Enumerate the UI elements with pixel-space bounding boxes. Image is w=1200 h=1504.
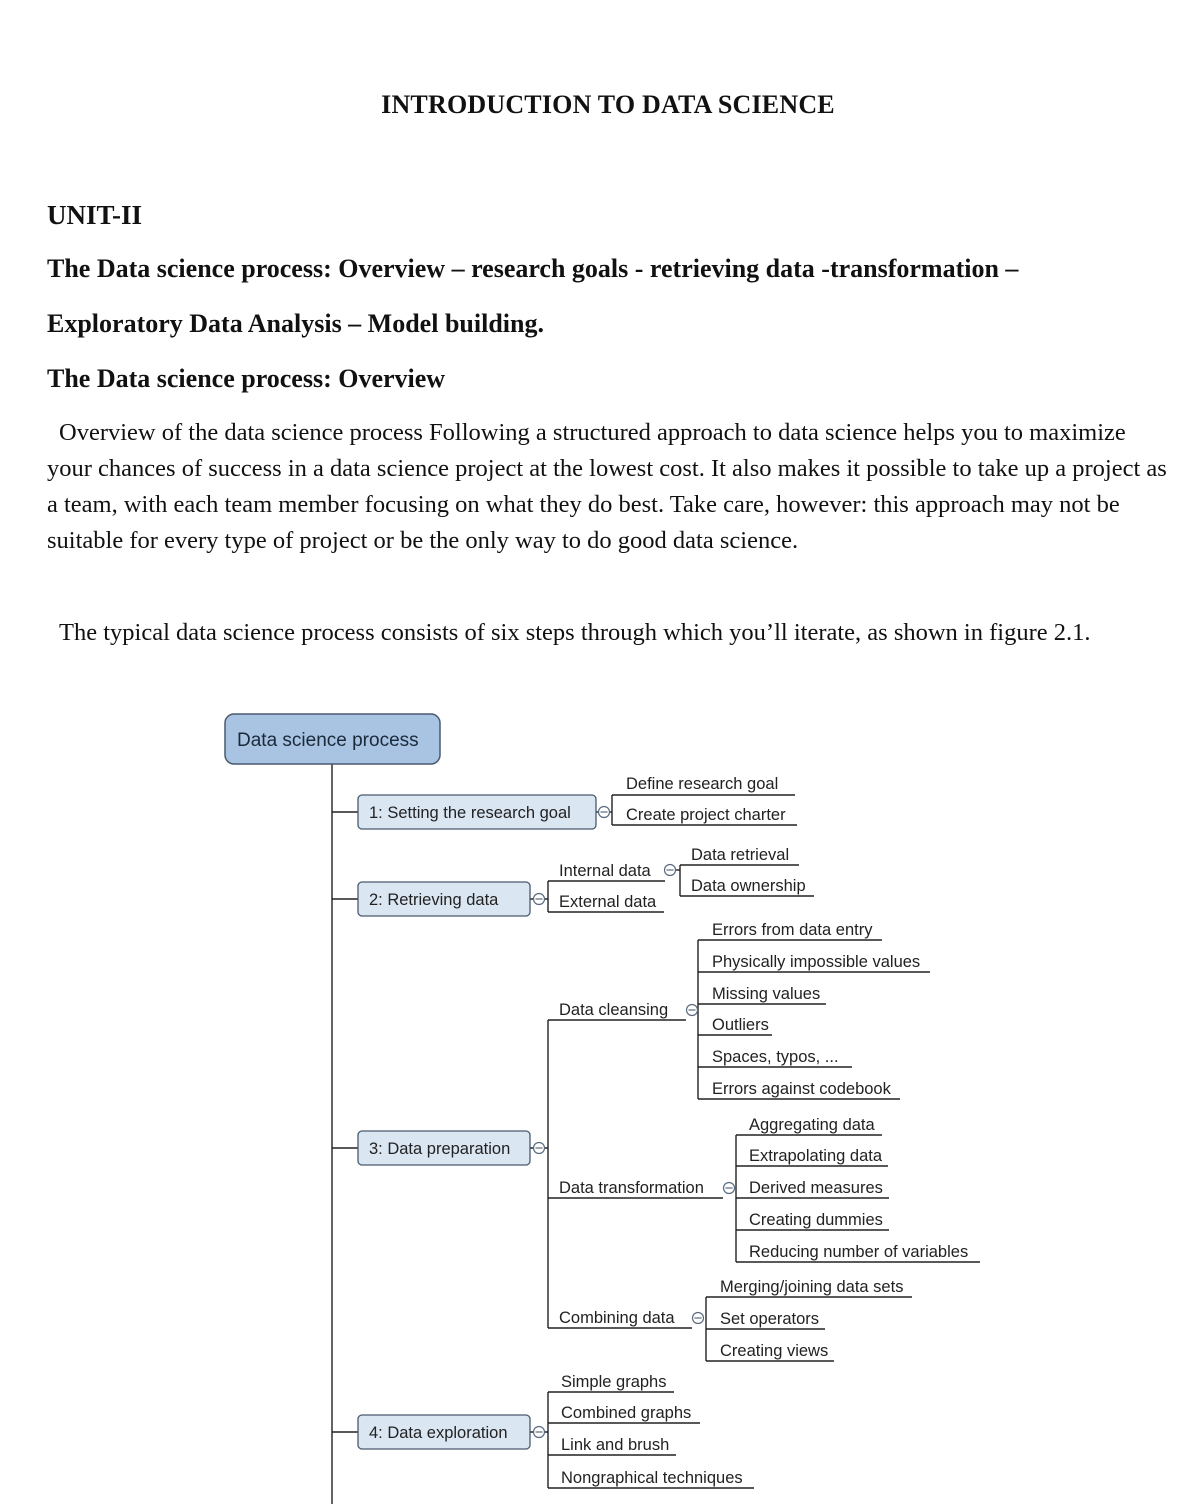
overview-paragraph: Overview of the data science process Following a structured approach to data science helps you to maximize your chances of success in a data science project at the lowest cost. It also makes it possible to take up a project as a team, with each team member focusing on what they do best. Take care, however: this approach may not be suitable for every type of project or be the only way to do good data science. — [47, 419, 1167, 554]
topics-heading-line-1: The Data science process: Overview – research goals - retrieving data -transformation – — [47, 254, 1019, 283]
leaf-label: Link and brush — [561, 1436, 670, 1454]
step-label: 3: Data preparation — [369, 1140, 511, 1158]
branch-label: External data — [559, 893, 657, 911]
leaf-label: Errors against codebook — [712, 1080, 891, 1098]
leaf-label: Reducing number of variables — [749, 1243, 969, 1261]
leaf-label: Creating dummies — [749, 1211, 883, 1229]
leaf-label: Missing values — [712, 985, 821, 1003]
leaf-label: Set operators — [720, 1310, 820, 1328]
leaf-label: Simple graphs — [561, 1373, 667, 1391]
branch-label: Internal data — [559, 862, 651, 880]
branch-label: Combining data — [559, 1309, 675, 1327]
leaf-label: Derived measures — [749, 1179, 883, 1197]
leaf-label: Physically impossible values — [712, 953, 921, 971]
leaf-label: Creating views — [720, 1342, 829, 1360]
leaf-label: Create project charter — [626, 806, 786, 824]
leaf-label: Nongraphical techniques — [561, 1469, 743, 1487]
leaf-label: Data retrieval — [691, 846, 790, 864]
document-title: INTRODUCTION TO DATA SCIENCE — [381, 90, 835, 119]
step-label: 4: Data exploration — [369, 1424, 508, 1442]
leaf-label: Outliers — [712, 1016, 769, 1034]
root-label: Data science process — [237, 730, 419, 751]
step-label: 2: Retrieving data — [369, 891, 499, 909]
process-paragraph: The typical data science process consists of six steps through which you’ll iterate, as shown in figure 2.1. — [59, 619, 1091, 646]
unit-heading: UNIT-II — [47, 200, 143, 230]
leaf-label: Aggregating data — [749, 1116, 875, 1134]
topics-heading-line-2: Exploratory Data Analysis – Model building. — [47, 309, 544, 338]
leaf-label: Extrapolating data — [749, 1147, 883, 1165]
leaf-label: Merging/joining data sets — [720, 1278, 904, 1296]
leaf-label: Spaces, typos, ... — [712, 1048, 839, 1066]
branch-label: Data cleansing — [559, 1001, 669, 1019]
leaf-label: Errors from data entry — [712, 921, 873, 939]
leaf-label: Data ownership — [691, 877, 806, 895]
branch-label: Data transformation — [559, 1179, 704, 1197]
section-heading: The Data science process: Overview — [47, 364, 446, 393]
leaf-label: Combined graphs — [561, 1404, 692, 1422]
step-label: 1: Setting the research goal — [369, 804, 571, 822]
leaf-label: Define research goal — [626, 775, 779, 793]
